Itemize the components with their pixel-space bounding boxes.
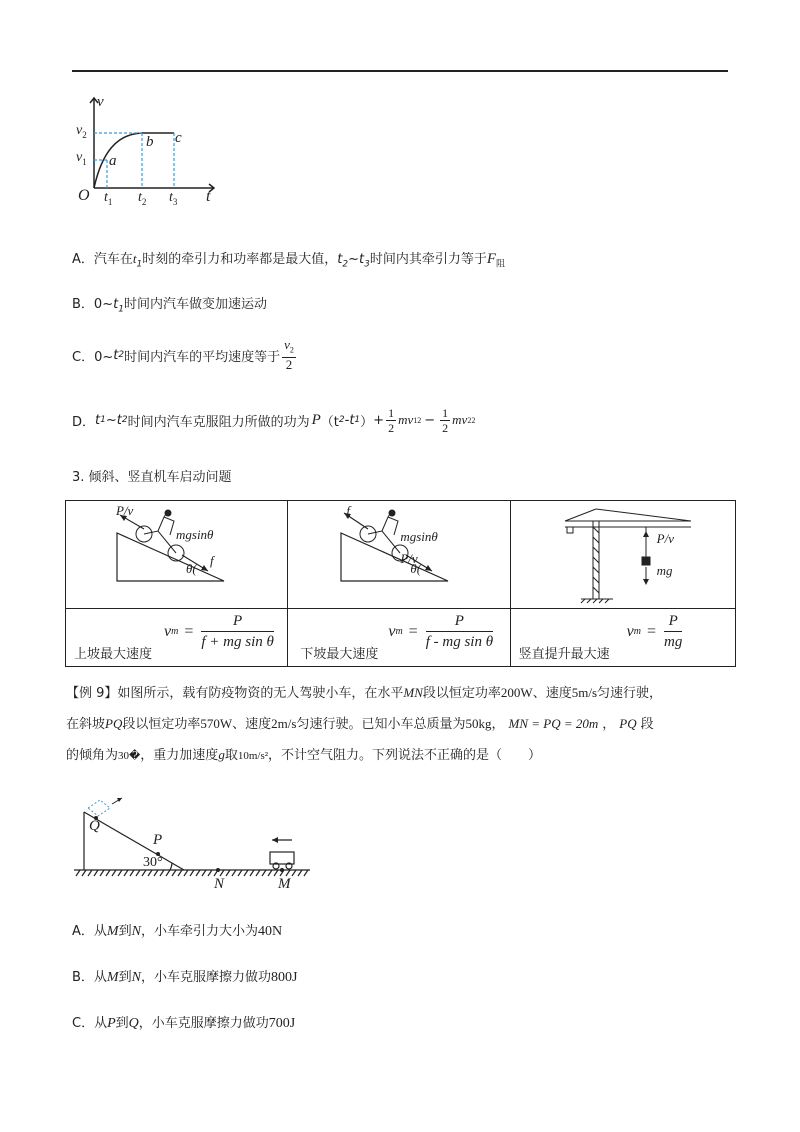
crane-figure	[561, 507, 701, 605]
angle-label: 30°	[143, 855, 163, 870]
option-a: A．汽车在$t_1$时刻的牵引力和功率都是最大值，$t_2\sim t_3$时间内其牵引力等于$F_阻$	[72, 251, 506, 270]
q9-option-a: A．从M到N，小车牵引力大小为40N	[72, 924, 283, 939]
mg-label-crane: mg	[656, 563, 673, 578]
uphill-incline-figure	[102, 507, 262, 605]
point-a-label: a	[109, 153, 117, 169]
mgsin-label-down: mgsinθ	[400, 529, 438, 544]
theta-label-down: θ(	[410, 561, 422, 576]
example9-line2: 在斜坡PQ段以恒定功率570W、速度2m/s匀速行驶。已知小车总质量为50kg， MN = PQ = 20m ， PQ 段	[66, 716, 654, 732]
example9-text	[66, 678, 746, 771]
option-b: B．$0\sim t_1$时间内汽车做变加速运动	[72, 297, 267, 315]
example9-line3: 的倾角为30�，重力加速度g取10m/s²，不计空气阻力。下列说法不正确的是（ ）	[66, 747, 542, 763]
downhill-figure-cell	[288, 501, 510, 609]
pv-label-crane: P/v	[656, 531, 674, 546]
downhill-formula-cell	[288, 609, 510, 667]
downhill-formula: v m = $\frac{P}{\text{f - mg sin θ}}$	[388, 613, 494, 650]
option-d: D． t 1 ~t 2 时间内汽车克服阻力所做的功为 P （t 2 -t 1 ） + $\frac{1}{2}$ mv 1 2 − $\frac{1}{2}$ mv 2 2	[72, 405, 476, 435]
point-b-label: b	[146, 134, 154, 150]
option-c: C．0~ t 2 时间内汽车的平均速度等于 $\frac{v_2}{2}$	[72, 336, 294, 373]
pv-label: P/v	[116, 503, 134, 518]
point-m-label: M	[278, 876, 291, 892]
uphill-formula: v m = $\frac{P}{\text{f + mg sin θ}}$	[164, 613, 274, 650]
f-label: f	[210, 553, 214, 568]
q9-option-b: B．从M到N，小车克服摩擦力做功800J	[72, 970, 298, 985]
header-rule	[72, 70, 728, 72]
vertical-formula: v m = $\frac{P}{mg}$	[626, 613, 683, 650]
origin-label: O	[78, 187, 90, 204]
f-label-down: f	[346, 503, 350, 518]
point-q-label: Q	[89, 818, 100, 834]
section-heading: 3. 倾斜、竖直机车启动问题	[72, 470, 232, 485]
vertical-caption: 竖直提升最大速	[518, 647, 610, 662]
example9-line1: 【例 9】如图所示，载有防疫物资的无人驾驶小车，在水平MN段以恒定功率200W、速度5m/s匀速行驶，	[66, 685, 663, 701]
downhill-caption: 下坡最大速度	[300, 647, 379, 662]
v2-label: $v_2$	[76, 123, 87, 140]
theta-label: θ(	[186, 561, 197, 576]
t3-label: $t_3$	[169, 190, 178, 207]
v1-label: $v_1$	[76, 150, 87, 167]
uphill-formula-cell	[66, 609, 288, 667]
vertical-formula-cell	[510, 609, 735, 667]
uphill-figure-cell	[66, 501, 288, 609]
uphill-caption: 上坡最大速度	[74, 647, 153, 662]
mgsin-label: mgsinθ	[176, 527, 214, 542]
axis-v-label: v	[97, 94, 104, 110]
pv-label-down: P/v	[400, 551, 418, 566]
axis-t-label: t	[206, 188, 211, 205]
point-c-label: c	[175, 130, 182, 146]
t1-label: $t_1$	[104, 190, 113, 207]
point-n-label: N	[214, 876, 225, 892]
q9-option-c: C．从P到Q，小车克服摩擦力做功700J	[72, 1016, 296, 1031]
startup-table	[65, 500, 736, 667]
crane-figure-cell	[510, 501, 735, 609]
t2-label: $t_2$	[138, 190, 147, 207]
point-p-label: P	[153, 832, 163, 848]
